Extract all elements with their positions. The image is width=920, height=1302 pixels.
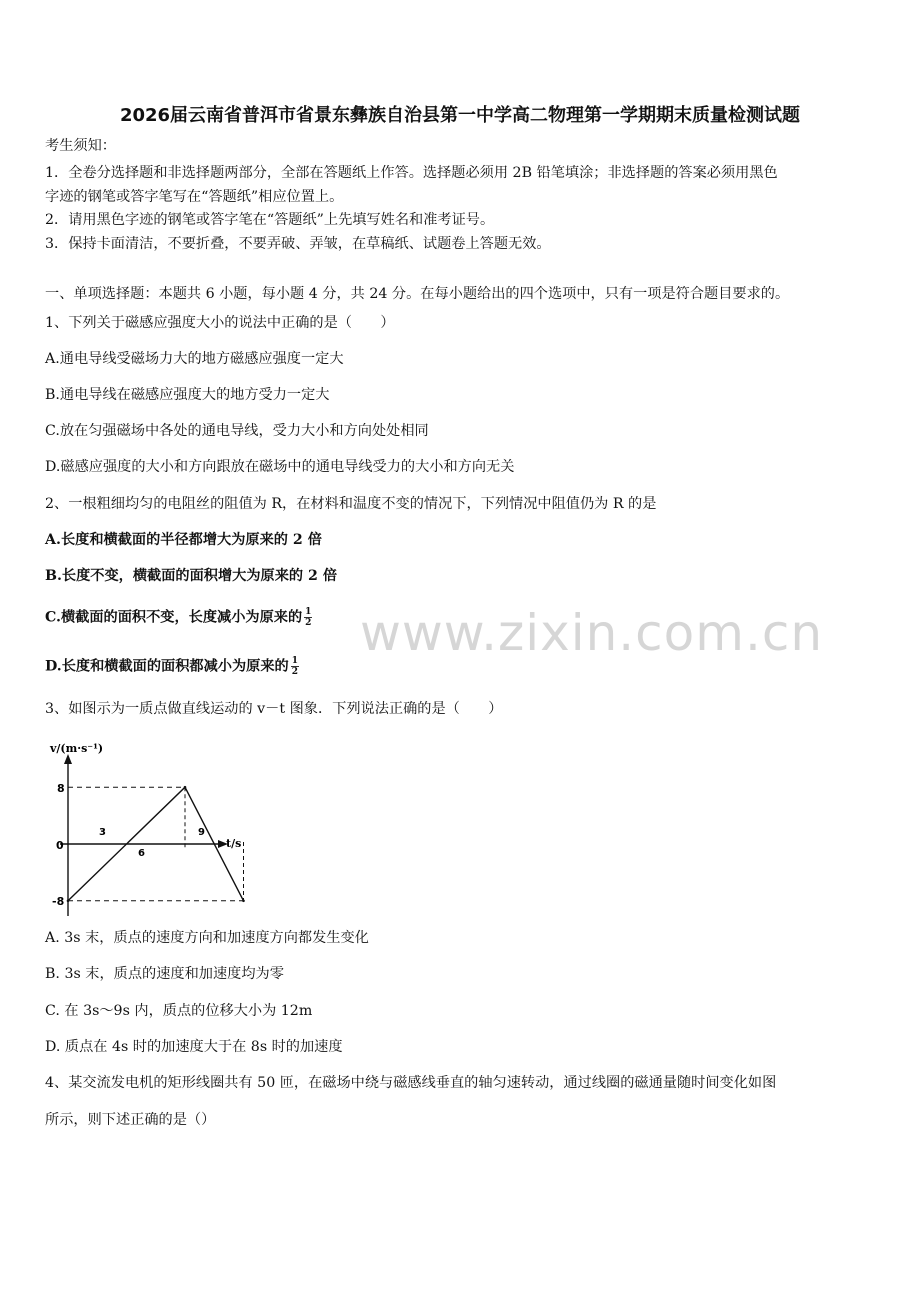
y-axis-label: v/(m·s⁻¹) [50,742,104,755]
x-tick-label-6: 6 [138,848,145,859]
section-heading: 一、单项选择题：本题共 6 小题，每小题 4 分，共 24 分。在每小题给出的四个选项中，只有一项是符合题目要求的。 [45,286,790,302]
q2-option-a: A.长度和横截面的半径都增大为原来的 2 倍 [45,532,322,548]
q3-option-c: C. 在 3s～9s 内，质点的位移大小为 12m [45,1003,313,1019]
y-tick-label-8: 8 [57,782,65,795]
q1-option-d: D.磁感应强度的大小和方向跟放在磁场中的通电导线受力的大小和方向无关 [45,459,515,475]
fraction-denominator: 2 [291,667,299,677]
watermark: www.zixin.com.cn [360,604,824,662]
q4-stem: 4、某交流发电机的矩形线圈共有 50 匝，在磁场中绕与磁感线垂直的轴匀速转动，通过线圈的磁通量随时间变化如图 [45,1075,777,1091]
notice-item-1-cont: 字迹的钢笔或答字笔写在“答题纸”相应位置上。 [45,189,344,205]
q3-option-d: D. 质点在 4s 时的加速度大于在 8s 时的加速度 [45,1039,343,1055]
fraction-numerator: 1 [291,656,299,666]
q2-option-c-text: C.横截面的面积不变，长度减小为原来的 [45,609,303,626]
q3-option-b: B. 3s 末，质点的速度和加速度均为零 [45,966,284,982]
x-tick-label-9: 9 [198,827,205,838]
fraction-half [291,656,299,677]
notice-heading: 考生须知： [45,138,116,154]
data-point [67,900,70,903]
q3-option-a: A. 3s 末，质点的速度方向和加速度方向都发生变化 [45,930,369,946]
q1-option-b: B.通电导线在磁感应强度大的地方受力一定大 [45,387,330,403]
q1-option-c: C.放在匀强磁场中各处的通电导线，受力大小和方向处处相同 [45,423,429,439]
notice-item-3: 3．保持卡面清洁，不要折叠，不要弄破、弄皱，在草稿纸、试题卷上答题无效。 [45,236,551,252]
q1-option-a: A.通电导线受磁场力大的地方磁感应强度一定大 [45,351,344,367]
q4-stem-cont: 所示，则下述正确的是（） [45,1112,216,1128]
q2-option-d [45,656,299,677]
x-tick-label-3: 3 [99,827,106,838]
fraction-half [304,607,312,628]
y-axis-arrow [64,754,72,764]
q2-option-b: B.长度不变，横截面的面积增大为原来的 2 倍 [45,568,338,584]
q1-stem: 1、下列关于磁感应强度大小的说法中正确的是（ ） [45,315,395,331]
data-point [242,900,245,903]
q2-option-d-text: D.长度和横截面的面积都减小为原来的 [45,658,289,675]
y-tick-label-0: 0 [56,839,64,852]
notice-item-1: 1．全卷分选择题和非选择题两部分，全部在答题纸上作答。选择题必须用 2B 铅笔填涂；非选择题的答案必须用黑色 [45,165,778,181]
q2-stem: 2、一根粗细均匀的电阻丝的阻值为 R，在材料和温度不变的情况下，下列情况中阻值仍为 R 的是 [45,496,657,512]
data-point [184,786,187,789]
q2-option-c [45,607,312,628]
page-title: 2026届云南省普洱市省景东彝族自治县第一中学高二物理第一学期期末质量检测试题 [119,105,801,126]
q3-stem: 3、如图示为一质点做直线运动的 v－t 图象．下列说法正确的是（ ） [45,701,503,717]
fraction-denominator: 2 [305,618,312,628]
x-axis-label: t/s [226,837,242,850]
notice-item-2: 2．请用黑色字迹的钢笔或答字笔在“答题纸”上先填写姓名和准考证号。 [45,212,495,228]
y-tick-label-neg8: -8 [52,895,65,908]
vt-graph [40,738,260,918]
fraction-numerator: 1 [305,607,312,617]
